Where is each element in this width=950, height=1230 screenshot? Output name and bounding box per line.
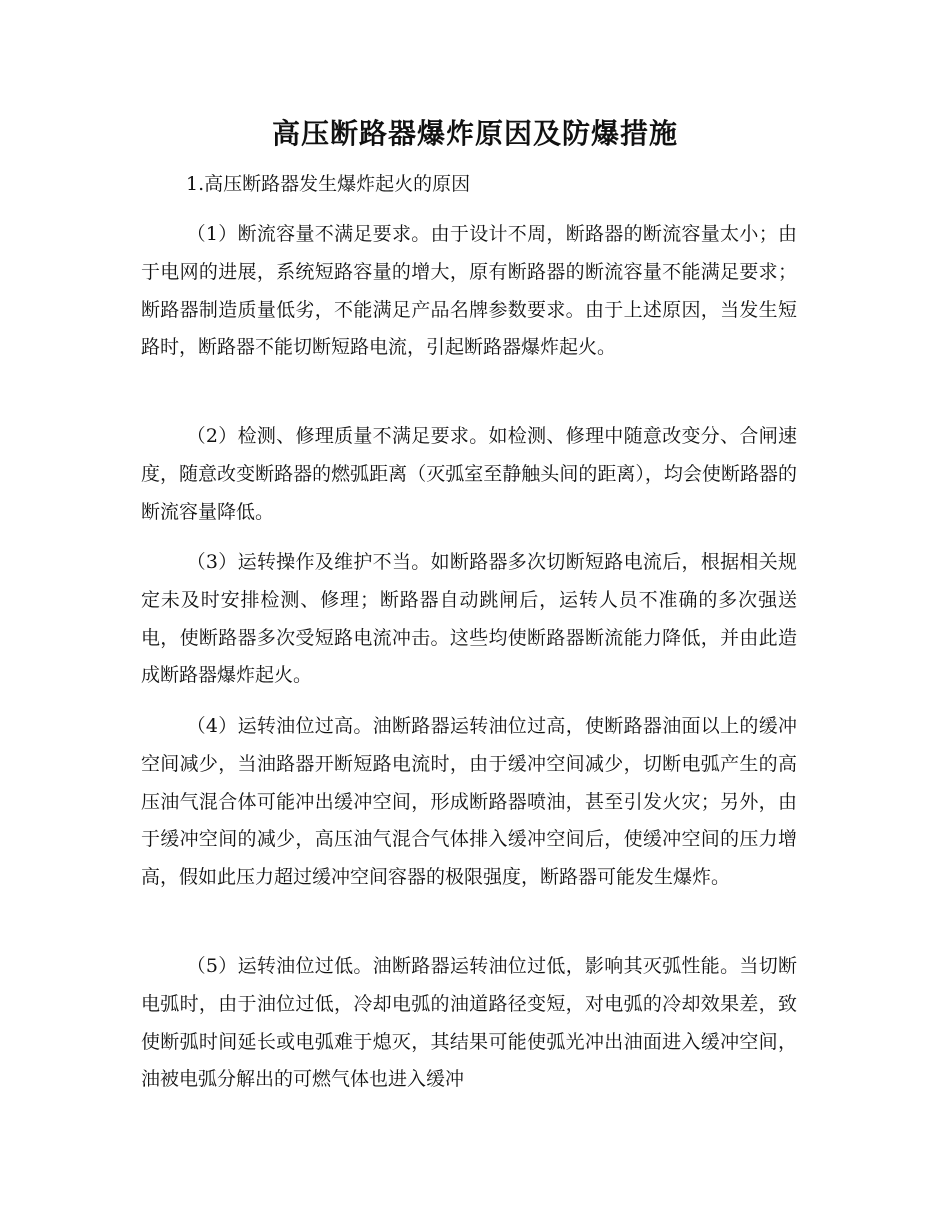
paragraph-4: （4）运转油位过高。油断路器运转油位过高，使断路器油面以上的缓冲空间减少，当油路器开断短路电流时，由于缓冲空间减少，切断电弧产生的高压油气混合体可能冲出缓冲空间，形成断路器喷油，甚至引发火灾；另外，由于缓冲空间的减少，高压油气混合气体排入缓冲空间后，使缓冲空间的压力增高，假如此压力超过缓冲空间容器的极限强度，断路器可能发生爆炸。 xyxy=(141,715,797,889)
paragraph-5: （5）运转油位过低。油断路器运转油位过低，影响其灭弧性能。当切断电弧时，由于油位过低，冷却电弧的油道路径变短，对电弧的冷却效果差，致使断弧时间延长或电弧难于熄灭，其结果可能使弧光冲出油面进入缓冲空间，油被电弧分解出的可燃气体也进入缓冲 xyxy=(141,955,797,1091)
section-heading: 1.高压断路器发生爆炸起火的原因 xyxy=(186,173,471,195)
paragraph-3: （3）运转操作及维护不当。如断路器多次切断短路电流后，根据相关规定未及时安排检测、修理；断路器自动跳闸后，运转人员不准确的多次强送电，使断路器多次受短路电流冲击。这些均使断路器断流能力降低，并由此造成断路器爆炸起火。 xyxy=(141,551,797,687)
document-title: 高压断路器爆炸原因及防爆措施 xyxy=(271,117,678,150)
paragraph-1: （1）断流容量不满足要求。由于设计不周，断路器的断流容量太小；由于电网的进展，系统短路容量的增大，原有断路器的断流容量不能满足要求；断路器制造质量低劣，不能满足产品名牌参数要求。由于上述原因，当发生短路时，断路器不能切断短路电流，引起断路器爆炸起火。 xyxy=(141,223,797,359)
paragraph-2: （2）检测、修理质量不满足要求。如检测、修理中随意改变分、合闸速度，随意改变断路器的燃弧距离（灭弧室至静触头间的距离），均会使断路器的断流容量降低。 xyxy=(141,425,797,523)
